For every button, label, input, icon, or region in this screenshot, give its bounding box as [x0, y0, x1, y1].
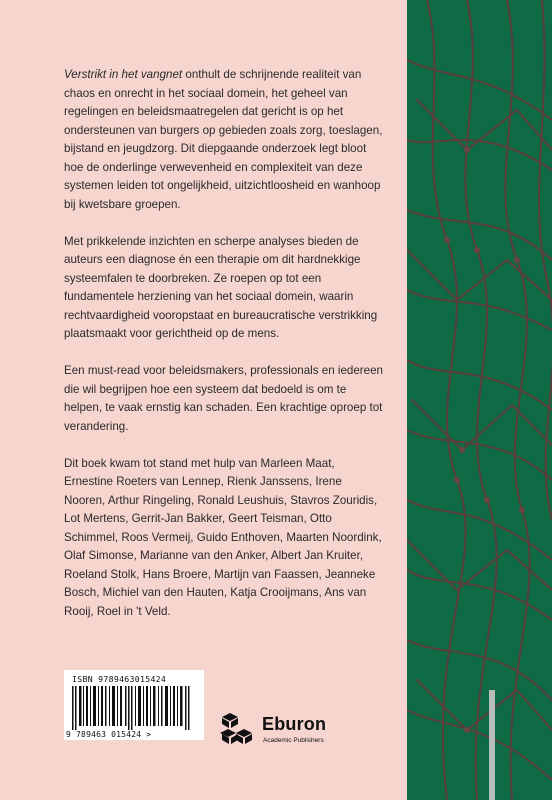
paragraph-1-text: onthult de schrijnende realiteit van chaos en onrecht in het sociaal domein, het geheel van regelingen en beleidsmaatregelen dat gericht is op het ondersteunen van burgers op gebieden zoals zorg, toeslagen, bijstand en jeugdzorg. Dit diepgaande onderzoek legt bloot hoe de onderlinge verwevenheid en complexiteit van deze systemen leiden tot ongelijkheid, uitzichtloosheid en wanhoop bij kwetsbare groepen.	[64, 68, 383, 211]
paragraph-4: Dit boek kwam tot stand met hulp van Marleen Maat, Ernestine Roeters van Lennep, Rienk Janssens, Irene Nooren, Arthur Ringeling, Ronald Leushuis, Stavros Zouridis, Lot Mertens, Gerrit-Jan Bakker, Geert Teisman, Otto Schimmel, Roos Vermeij, Guido Enthoven, Maarten Noordink, Olaf Simonse, Marianne van den Anker, Albert Jan Kruiter, Roeland Stolk, Hans Broere, Martijn van Faassen, Jeanneke Bosch, Michiel van den Hauten, Katja Crooijmans, Ans van Rooij, Roel in 't Veld.	[64, 456, 382, 618]
back-cover-text	[64, 66, 384, 621]
barcode	[70, 686, 198, 730]
isbn-label: ISBN 9789463015424	[72, 674, 167, 684]
isbn-barcode-box	[64, 670, 204, 740]
publisher-subtitle: Academic Publishers	[263, 737, 324, 744]
publisher-name: Eburon	[262, 714, 327, 734]
paragraph-1	[64, 66, 384, 214]
paragraph-2: Met prikkelende inzichten en scherpe analyses bieden de auteurs een diagnose én een therapie om dit hardnekkige systeemfalen te doorbreken. Ze roepen op tot een fundamentele herziening van het sociaal domein, waarin rechtvaardigheid vooropstaat en bureaucratische verstrikking plaatsmaakt voor gerichtheid op de mens.	[64, 234, 378, 340]
net-drawing	[407, 0, 552, 800]
publisher-logo	[218, 711, 338, 753]
book-title: Verstrikt in het vangnet	[64, 68, 183, 81]
barcode-digits: 9 789463 015424 >	[66, 730, 152, 739]
eburon-logo-icon	[218, 711, 258, 751]
paragraph-3: Een must-read voor beleidsmakers, professionals en iedereen die wil begrijpen hoe een systeem dat bedoeld is om te helpen, te vaak ernstig kan schaden. Een krachtige oproep tot verandering.	[64, 364, 383, 433]
fishing-net-image	[407, 0, 552, 800]
